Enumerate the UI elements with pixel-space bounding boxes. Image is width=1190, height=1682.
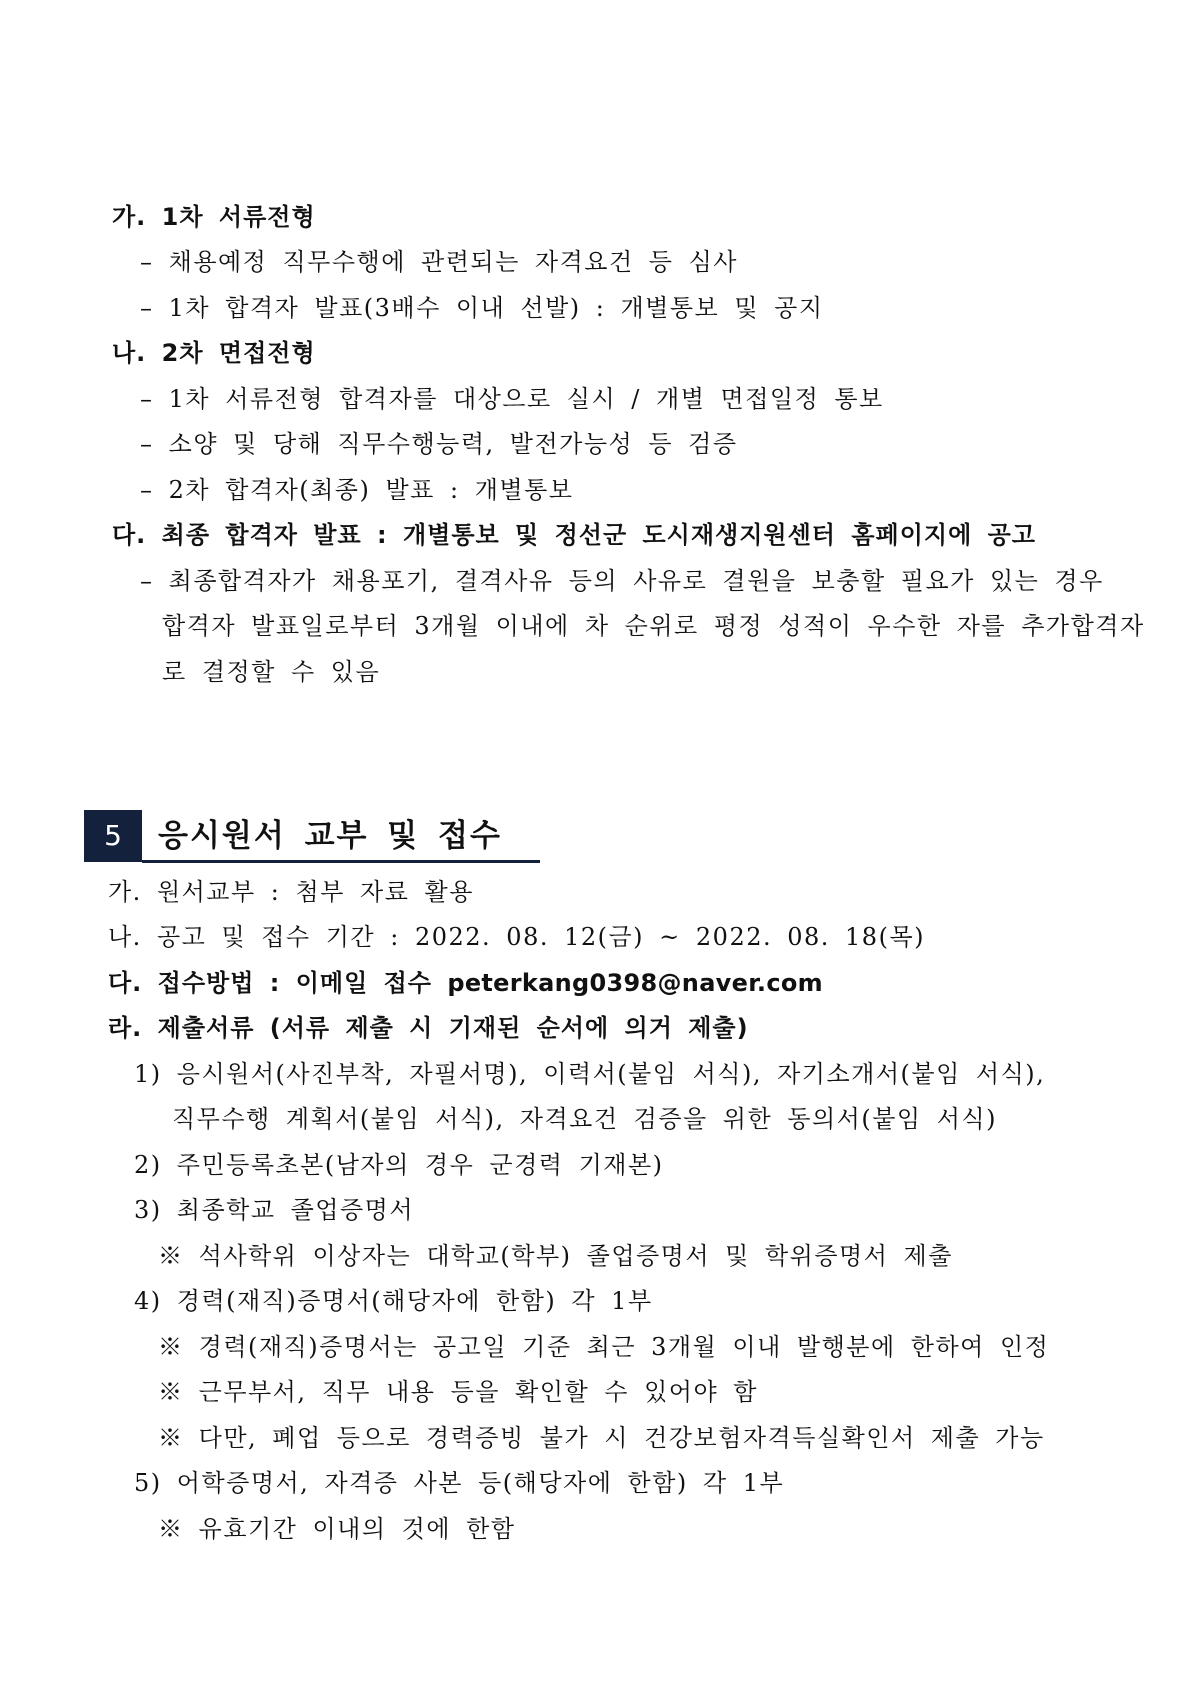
document-note: ※ 석사학위 이상자는 대학교(학부) 졸업증명서 및 학위증명서 제출 [158, 1242, 953, 1270]
required-documents-title: 라. 제출서류 (서류 제출 시 기재된 순서에 의거 제출) [108, 1014, 749, 1042]
screening-step2-item: – 2차 합격자(최종) 발표 : 개별통보 [140, 476, 574, 504]
application-period-item: 나. 공고 및 접수 기간 : 2022. 08. 12(금) ~ 2022. 08. 18(목) [108, 923, 925, 951]
document-item: 직무수행 계획서(붙임 서식), 자격요건 검증을 위한 동의서(붙임 서식) [172, 1105, 997, 1133]
screening-step3-title: 다. 최종 합격자 발표 : 개별통보 및 정선군 도시재생지원센터 홈페이지에 공고 [112, 521, 1036, 549]
document-item: 3) 최종학교 졸업증명서 [134, 1196, 415, 1224]
application-email-link[interactable]: peterkang0398@naver.com [447, 969, 823, 997]
screening-step2-item: – 소양 및 당해 직무수행능력, 발전가능성 등 검증 [140, 430, 738, 458]
screening-step3-item: 합격자 발표일로부터 3개월 이내에 차 순위로 평정 성적이 우수한 자를 추가합격자 [162, 612, 1145, 640]
section-title: 응시원서 교부 및 접수 [158, 818, 502, 854]
screening-step2-item: – 1차 서류전형 합격자를 대상으로 실시 / 개별 면접일정 통보 [140, 385, 884, 413]
document-note: ※ 근무부서, 직무 내용 등을 확인할 수 있어야 함 [158, 1378, 758, 1406]
screening-step1-title: 가. 1차 서류전형 [112, 203, 316, 231]
document-item: 2) 주민등록초본(남자의 경우 군경력 기재본) [134, 1151, 664, 1179]
application-form-item: 가. 원서교부 : 첨부 자료 활용 [108, 878, 474, 906]
document-item: 4) 경력(재직)증명서(해당자에 한함) 각 1부 [134, 1287, 653, 1315]
screening-step1-item: – 1차 합격자 발표(3배수 이내 선발) : 개별통보 및 공지 [140, 294, 824, 322]
document-note: ※ 경력(재직)증명서는 공고일 기준 최근 3개월 이내 발행분에 한하여 인정 [158, 1333, 1050, 1361]
document-item: 5) 어학증명서, 자격증 사본 등(해당자에 한함) 각 1부 [134, 1469, 785, 1497]
document-note: ※ 유효기간 이내의 것에 한함 [158, 1515, 516, 1543]
section-number: 5 [84, 810, 142, 862]
section-header [84, 810, 540, 862]
screening-step3-item: 로 결정할 수 있음 [162, 658, 381, 686]
screening-step2-title: 나. 2차 면접전형 [112, 339, 316, 367]
screening-step3-item: – 최종합격자가 채용포기, 결격사유 등의 사유로 결원을 보충할 필요가 있는 경우 [140, 567, 1104, 595]
screening-step1-item: – 채용예정 직무수행에 관련되는 자격요건 등 심사 [140, 248, 738, 276]
document-note: ※ 다만, 폐업 등으로 경력증빙 불가 시 건강보험자격득실확인서 제출 가능 [158, 1424, 1045, 1452]
document-item: 1) 응시원서(사진부착, 자필서명), 이력서(붙임 서식), 자기소개서(붙임 서식), [134, 1060, 1046, 1088]
application-method-item [108, 968, 823, 998]
application-method-label: 다. 접수방법 : 이메일 접수 [108, 969, 448, 997]
section-underline [142, 860, 540, 863]
